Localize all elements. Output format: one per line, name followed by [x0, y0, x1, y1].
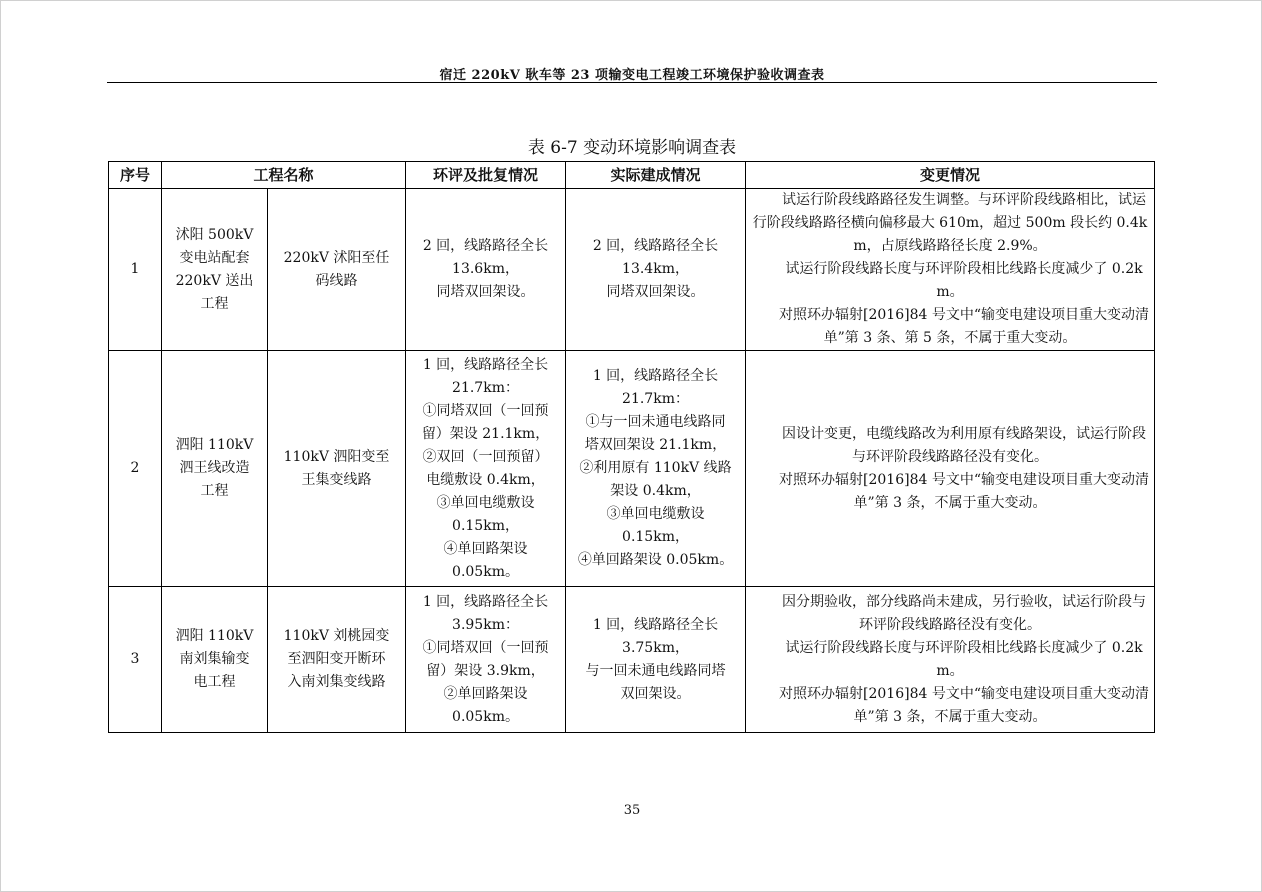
line-name-cell	[268, 351, 406, 587]
eia-line: ②双回（一回预留）	[422, 448, 549, 465]
page-number: 35	[623, 803, 641, 818]
seq-cell: 1	[109, 189, 162, 351]
line-name-text: 王集变线路	[301, 471, 372, 488]
table-row	[109, 587, 1155, 733]
column-header-project-name: 工程名称	[162, 162, 406, 189]
actual-line: ③单回电缆敷设	[606, 506, 705, 522]
eia-line: 1 回，线路路径全长	[422, 356, 549, 373]
column-header-seq: 序号	[109, 162, 162, 189]
actual-line: 塔双回架设 21.1km，	[584, 437, 727, 453]
change-cell	[746, 587, 1155, 733]
eia-cell	[406, 351, 566, 587]
seq-cell: 3	[109, 587, 162, 733]
actual-line: 3.75km，	[622, 639, 689, 656]
actual-line: 架设 0.4km，	[610, 483, 701, 499]
line-name-text: 入南刘集变线路	[287, 674, 386, 690]
change-paragraph: 对照环办辐射[2016]84 号文中“输变电建设项目重大变动清单”第 3 条，不属于重大变动。	[779, 471, 1149, 511]
eia-line: 留）架设 3.9km，	[426, 662, 545, 679]
eia-line: 留）架设 21.1km，	[421, 425, 550, 442]
eia-line: 2 回，线路路径全长	[422, 238, 549, 254]
table-row	[109, 351, 1155, 587]
actual-line: 双回架设。	[620, 685, 691, 702]
actual-cell	[566, 587, 746, 733]
change-cell	[746, 189, 1155, 351]
project-line: 电工程	[193, 674, 236, 690]
actual-cell	[566, 351, 746, 587]
change-paragraph: 因设计变更，电缆线路改为利用原有线路架设，试运行阶段与环评阶段线路路径没有变化。	[782, 425, 1147, 465]
eia-line: ④单回路架设	[443, 540, 528, 557]
eia-line: 21.7km：	[452, 379, 519, 396]
eia-line: 0.15km，	[452, 517, 519, 534]
running-header: 宿迁 220kV 耿车等 23 项输变电工程竣工环境保护验收调查表	[439, 68, 825, 83]
line-name-text: 至泗阳变开断环	[287, 651, 386, 667]
actual-line: 13.4km，	[622, 261, 689, 277]
change-survey-table	[108, 161, 1155, 733]
project-line: 工程	[200, 483, 229, 499]
line-name-text: 110kV 泗阳变至	[283, 448, 390, 465]
project-line: 泗阳 110kV	[175, 628, 254, 644]
eia-line: 0.05km。	[452, 708, 519, 725]
eia-line: 3.95km：	[452, 616, 519, 633]
actual-line: 1 回，线路路径全长	[592, 616, 719, 633]
column-header-actual: 实际建成情况	[566, 162, 746, 189]
project-cell	[162, 587, 268, 733]
line-name-text: 220kV 沭阳至任	[283, 249, 390, 266]
eia-line: 1 回，线路路径全长	[422, 593, 549, 610]
project-line: 南刘集输变	[179, 651, 250, 667]
project-line: 沭阳 500kV	[175, 226, 254, 243]
project-cell	[162, 351, 268, 587]
change-paragraph: 试运行阶段线路长度与环评阶段相比线路长度减少了 0.2km。	[785, 639, 1143, 679]
change-cell	[746, 351, 1155, 587]
actual-line: ①与一回未通电线路同	[585, 414, 726, 430]
eia-cell	[406, 189, 566, 351]
eia-line: 0.05km。	[452, 563, 519, 580]
project-line: 变电站配套	[179, 249, 250, 266]
actual-line: 与一回未通电线路同塔	[585, 662, 726, 679]
eia-line: 13.6km，	[452, 261, 519, 277]
column-header-eia: 环评及批复情况	[406, 162, 566, 189]
eia-line: ①同塔双回（一回预	[422, 639, 549, 656]
project-line: 泗王线改造	[179, 460, 250, 476]
change-paragraph: 因分期验收，部分线路尚未建成，另行验收，试运行阶段与环评阶段线路路径没有变化。	[782, 593, 1147, 633]
actual-line: 2 回，线路路径全长	[592, 238, 719, 254]
line-name-cell	[268, 587, 406, 733]
actual-line: 21.7km：	[622, 391, 689, 407]
line-name-text: 110kV 刘桃园变	[283, 628, 390, 644]
project-line: 泗阳 110kV	[175, 437, 254, 453]
header-rule	[107, 82, 1157, 83]
table-header-row	[109, 162, 1155, 189]
change-paragraph: 对照环办辐射[2016]84 号文中“输变电建设项目重大变动清单”第 3 条，不属于重大变动。	[779, 685, 1149, 725]
eia-line: 同塔双回架设。	[436, 284, 535, 300]
actual-line: ④单回路架设 0.05km。	[577, 552, 734, 568]
project-line: 220kV 送出	[175, 272, 254, 289]
actual-cell	[566, 189, 746, 351]
actual-line: 1 回，线路路径全长	[592, 368, 719, 384]
change-paragraph: 试运行阶段线路路径发生调整。与环评阶段线路相比，试运行阶段线路路径横向偏移最大 610m，超过 500m 段长约 0.4km，占原线路路径长度 2.9%。	[752, 192, 1148, 254]
project-line: 工程	[200, 295, 229, 312]
actual-line: 0.15km，	[622, 529, 689, 545]
change-paragraph: 对照环办辐射[2016]84 号文中“输变电建设项目重大变动清单”第 3 条、第 5 条，不属于重大变动。	[779, 307, 1149, 346]
seq-cell: 2	[109, 351, 162, 587]
table-row	[109, 189, 1155, 351]
eia-line: ①同塔双回（一回预	[422, 402, 549, 419]
actual-line: ②利用原有 110kV 线路	[579, 460, 732, 476]
table-caption: 表 6-7 变动环境影响调查表	[527, 138, 737, 158]
eia-line: 电缆敷设 0.4km，	[426, 471, 545, 488]
change-paragraph: 试运行阶段线路长度与环评阶段相比线路长度减少了 0.2km。	[785, 261, 1143, 300]
eia-line: ②单回路架设	[443, 685, 528, 702]
eia-line: ③单回电缆敷设	[436, 494, 535, 511]
actual-line: 同塔双回架设。	[606, 284, 705, 300]
eia-cell	[406, 587, 566, 733]
line-name-cell	[268, 189, 406, 351]
column-header-change: 变更情况	[746, 162, 1155, 189]
line-name-text: 码线路	[315, 272, 358, 289]
project-cell	[162, 189, 268, 351]
